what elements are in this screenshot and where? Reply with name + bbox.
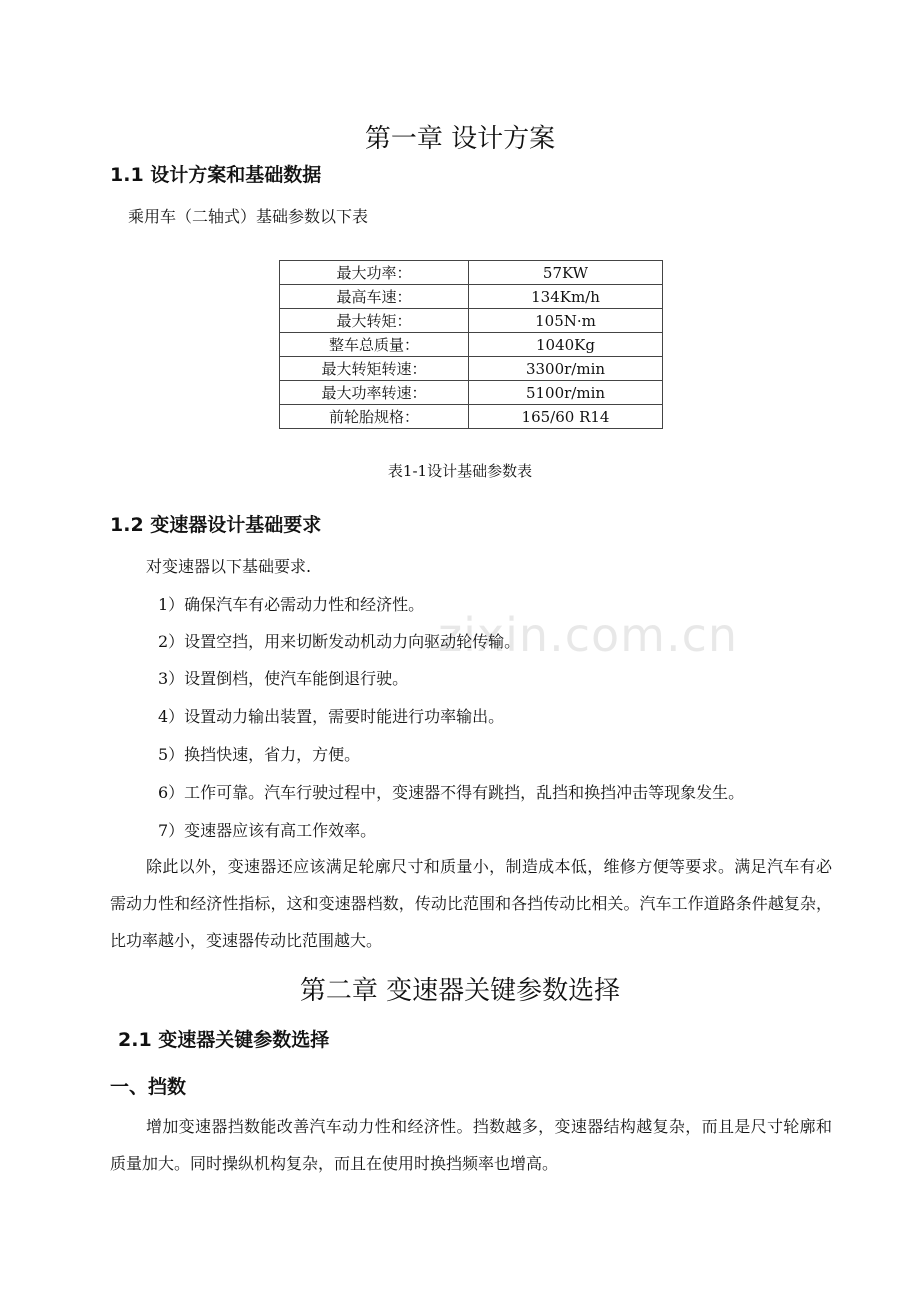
table-row xyxy=(280,357,663,381)
requirement-item: 2）设置空挡，用来切断发动机动力向驱动轮传输。 xyxy=(158,632,521,651)
param-label: 最高车速： xyxy=(280,285,469,309)
requirements-paragraph: 除此以外，变速器还应该满足轮廓尺寸和质量小，制造成本低，维修方便等要求。满足汽车有必需动力性和经济性指标，这和变速器档数，传动比范围和各挡传动比相关。汽车工作道路条件越复杂，比功率越小，变速器传动比范围越大。 xyxy=(110,857,832,950)
requirement-item: 7）变速器应该有高工作效率。 xyxy=(158,821,377,840)
param-label: 最大功率： xyxy=(280,261,469,285)
param-label: 整车总质量： xyxy=(280,333,469,357)
spec-table xyxy=(279,260,663,429)
requirement-item: 5）换挡快速，省力，方便。 xyxy=(158,745,361,764)
section-1-2-heading: 1.2 变速器设计基础要求 xyxy=(110,514,322,536)
table-row xyxy=(280,261,663,285)
table-row xyxy=(280,309,663,333)
param-value: 165/60 R14 xyxy=(469,405,663,429)
section-1-1-heading: 1.1 设计方案和基础数据 xyxy=(110,164,322,186)
table-row xyxy=(280,381,663,405)
section-2-1-heading: 2.1 变速器关键参数选择 xyxy=(118,1029,330,1051)
param-label: 最大转矩： xyxy=(280,309,469,333)
requirement-item: 3）设置倒档，使汽车能倒退行驶。 xyxy=(158,669,409,688)
param-value: 5100r/min xyxy=(469,381,663,405)
param-value: 57KW xyxy=(469,261,663,285)
param-label: 前轮胎规格： xyxy=(280,405,469,429)
param-value: 134Km/h xyxy=(469,285,663,309)
table-intro: 乘用车（二轴式）基础参数以下表 xyxy=(128,207,369,226)
param-value: 105N·m xyxy=(469,309,663,333)
requirements-intro: 对变速器以下基础要求. xyxy=(146,557,312,576)
chapter2-title: 第二章 变速器关键参数选择 xyxy=(299,976,621,1006)
param-label: 最大转矩转速： xyxy=(280,357,469,381)
param-value: 3300r/min xyxy=(469,357,663,381)
table-row xyxy=(280,285,663,309)
param-value: 1040Kg xyxy=(469,333,663,357)
watermark: zixin.com.cn xyxy=(438,608,739,662)
chapter1-title: 第一章 设计方案 xyxy=(364,124,556,154)
requirement-item: 6）工作可靠。汽车行驶过程中，变速器不得有跳挡，乱挡和换挡冲击等现象发生。 xyxy=(158,783,745,802)
param-label: 最大功率转速： xyxy=(280,381,469,405)
gear-count-heading: 一、挡数 xyxy=(110,1076,187,1098)
requirement-item: 1）确保汽车有必需动力性和经济性。 xyxy=(158,595,425,614)
requirement-item: 4）设置动力输出装置，需要时能进行功率输出。 xyxy=(158,707,505,726)
table-row xyxy=(280,405,663,429)
gear-count-paragraph: 增加变速器挡数能改善汽车动力性和经济性。挡数越多，变速器结构越复杂，而且是尺寸轮廓和质量加大。同时操纵机构复杂，而且在使用时换挡频率也增高。 xyxy=(110,1117,832,1173)
table-caption: 表1-1设计基础参数表 xyxy=(387,462,533,480)
table-row xyxy=(280,333,663,357)
